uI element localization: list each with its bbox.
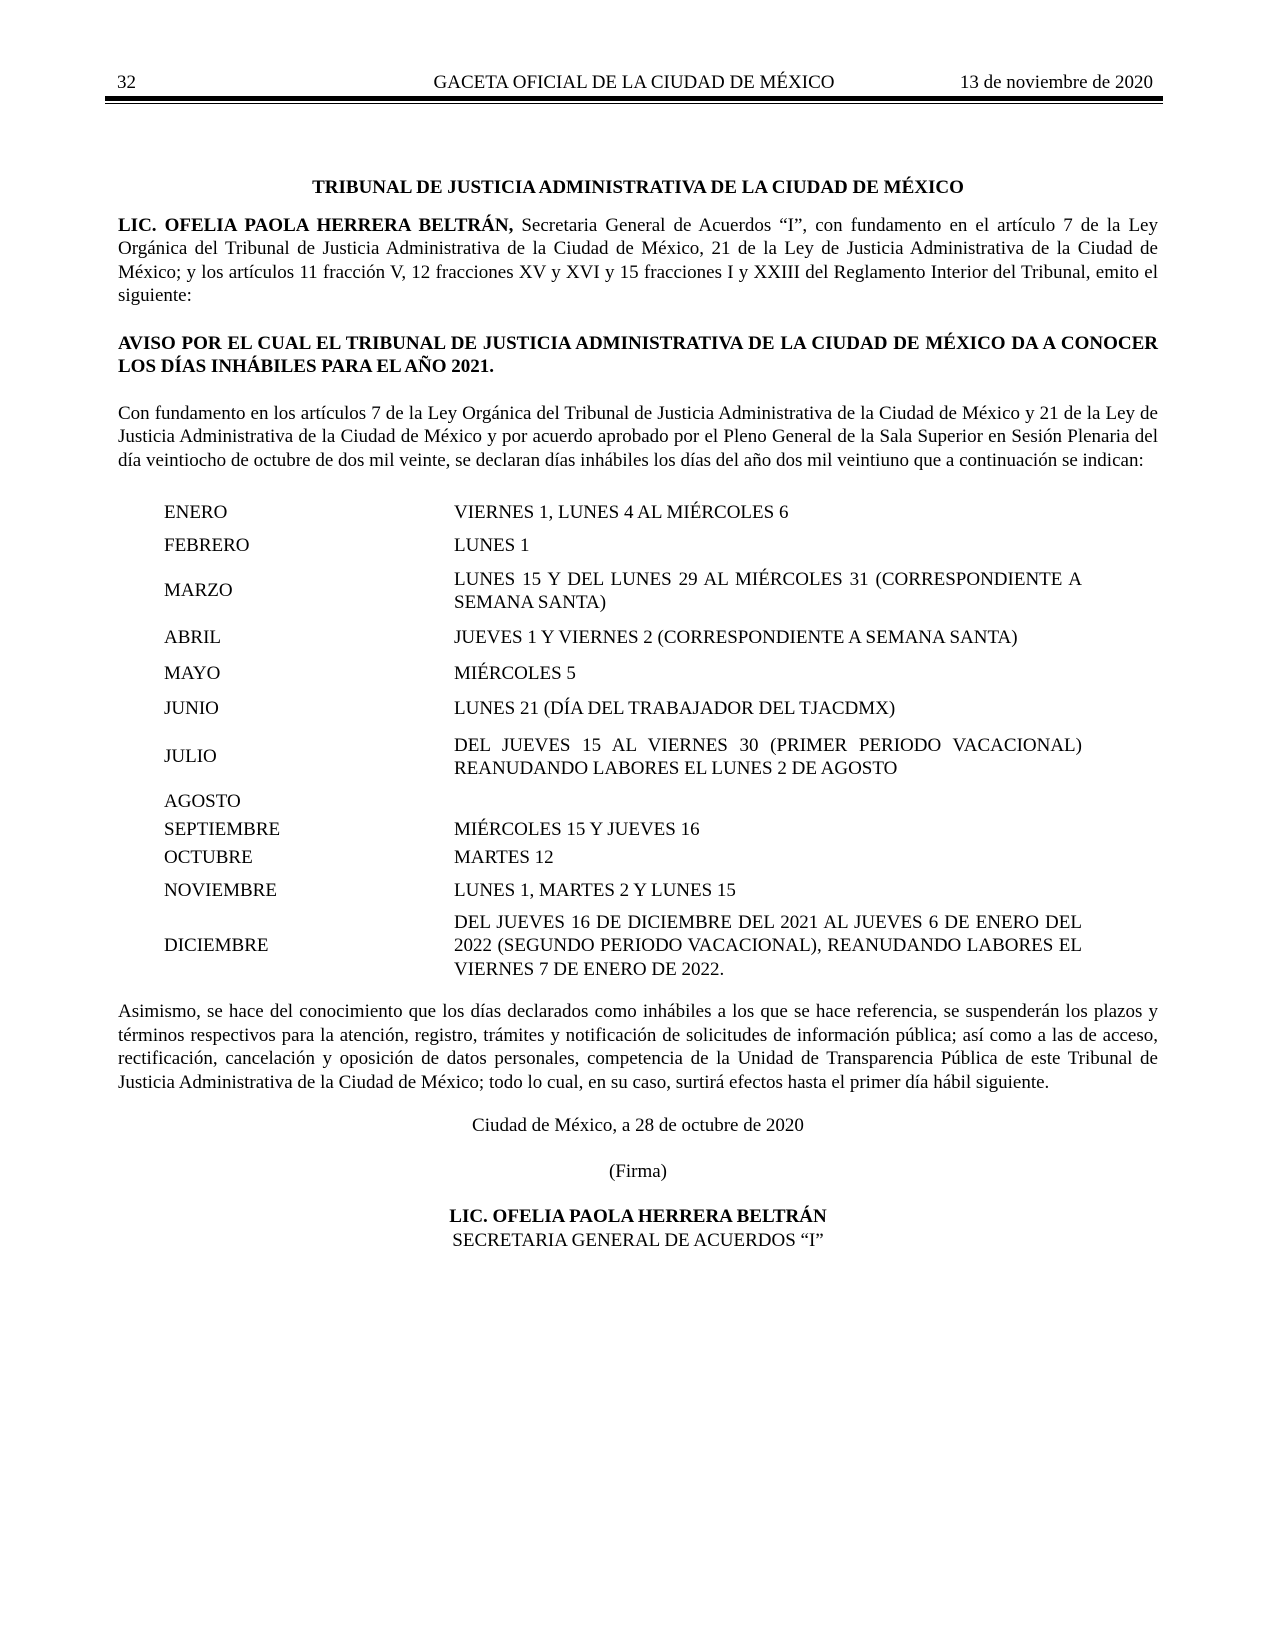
days-cell: MARTES 12 (454, 847, 554, 869)
page-number: 32 (117, 72, 136, 93)
month-cell: FEBRERO (164, 534, 250, 556)
signer-name: LIC. OFELIA PAOLA HERRERA BELTRÁN (449, 1206, 827, 1227)
table-row (164, 656, 1082, 691)
table-row (164, 691, 1082, 726)
days-cell: MIÉRCOLES 15 Y JUEVES 16 (454, 819, 700, 841)
days-cell: LUNES 21 (DÍA DEL TRABAJADOR DEL TJACDMX) (454, 697, 896, 719)
table-row (164, 529, 1082, 562)
table-row (164, 496, 1082, 529)
days-cell: LUNES 15 Y DEL LUNES 29 AL MIÉRCOLES 31 (CORRESPONDIENTE A SEMANA SANTA) (454, 568, 1082, 613)
month-cell: MARZO (164, 580, 233, 602)
days-cell: LUNES 1 (454, 534, 530, 556)
intro-text: Secretaria General de Acuerdos “I”, con fundamento en el artículo 7 de la Ley Orgánica del Tribunal de Justicia Administrativa de la Ciudad de México, 21 de la Ley de Justicia Administrativa de la Ciudad de México; y los artículos 11 fracción V, 12 fracciones XV y XVI y 15 fracciones I y XXIII del Reglamento Interior del Tribunal, emito el siguiente: (118, 214, 1158, 306)
days-cell: DEL JUEVES 16 DE DICIEMBRE DEL 2021 AL JUEVES 6 DE ENERO DEL 2022 (SEGUNDO PERIODO VACACIONAL), REANUDANDO LABORES EL VIERNES 7 DE ENERO DE 2022. (454, 911, 1082, 980)
month-cell: MAYO (164, 662, 221, 684)
table-row (164, 909, 1082, 983)
days-cell: VIERNES 1, LUNES 4 AL MIÉRCOLES 6 (454, 501, 789, 523)
aviso-title: AVISO POR EL CUAL EL TRIBUNAL DE JUSTICIA ADMINISTRATIVA DE LA CIUDAD DE MÉXICO DA A CONOCER LOS DÍAS INHÁBILES PARA EL AÑO 2021. (118, 332, 1158, 377)
page-header (105, 72, 1163, 96)
month-cell: JULIO (164, 746, 217, 768)
publication-title: GACETA OFICIAL DE LA CIUDAD DE MÉXICO (433, 72, 835, 93)
signature-placeholder: (Firma) (608, 1160, 668, 1182)
header-rule-thin (105, 103, 1163, 104)
signer-title: SECRETARIA GENERAL DE ACUERDOS “I” (452, 1229, 824, 1251)
days-cell: JUEVES 1 Y VIERNES 2 (CORRESPONDIENTE A SEMANA SANTA) (454, 627, 1018, 649)
intro-name: LIC. OFELIA PAOLA HERRERA BELTRÁN, (118, 214, 514, 236)
place-date: Ciudad de México, a 28 de octubre de 2020 (472, 1115, 804, 1136)
days-cell: DEL JUEVES 15 AL VIERNES 30 (PRIMER PERIODO VACACIONAL) REANUDANDO LABORES EL LUNES 2 DE AGOSTO (454, 734, 1082, 779)
month-cell: ABRIL (164, 627, 221, 649)
month-cell: DICIEMBRE (164, 935, 269, 957)
table-row (164, 844, 1082, 872)
month-cell: ENERO (164, 501, 228, 523)
month-cell: OCTUBRE (164, 847, 253, 869)
table-row (164, 726, 1082, 788)
month-cell: JUNIO (164, 697, 219, 719)
table-row (164, 562, 1082, 620)
header-rule-thick (105, 96, 1163, 101)
days-cell: MIÉRCOLES 5 (454, 662, 576, 684)
days-cell (454, 788, 1082, 816)
month-cell: AGOSTO (164, 791, 241, 813)
document-body (118, 176, 1158, 1252)
table-row (164, 620, 1082, 656)
institution-heading: TRIBUNAL DE JUSTICIA ADMINISTRATIVA DE LA CIUDAD DE MÉXICO (312, 177, 964, 198)
fundamento-paragraph: Con fundamento en los artículos 7 de la Ley Orgánica del Tribunal de Justicia Administrativa de la Ciudad de México y 21 de la Ley de Justicia Administrativa de la Ciudad de México y por acuerdo aprobado por el Pleno General de la Sala Superior en Sesión Plenaria del día veintiocho de octubre de dos mil veinte, se declaran días inhábiles los días del año dos mil veintiuno que a continuación se indican: (118, 402, 1158, 471)
table-row (164, 872, 1082, 909)
days-cell: LUNES 1, MARTES 2 Y LUNES 15 (454, 879, 736, 901)
non-working-days-table (164, 496, 1082, 983)
publication-date: 13 de noviembre de 2020 (959, 72, 1153, 93)
intro-paragraph (118, 214, 1158, 308)
table-row (164, 788, 1082, 816)
asimismo-paragraph: Asimismo, se hace del conocimiento que los días declarados como inhábiles a los que se hace referencia, se suspenderán los plazos y términos respectivos para la atención, registro, trámites y notificación de solicitudes de información pública; así como a las de acceso, rectificación, cancelación y oposición de datos personales, competencia de la Unidad de Transparencia Pública de este Tribunal de Justicia Administrativa de la Ciudad de México; todo lo cual, en su caso, surtirá efectos hasta el primer día hábil siguiente. (118, 1001, 1158, 1093)
month-cell: NOVIEMBRE (164, 879, 277, 901)
month-cell: SEPTIEMBRE (164, 819, 281, 841)
table-row (164, 816, 1082, 844)
